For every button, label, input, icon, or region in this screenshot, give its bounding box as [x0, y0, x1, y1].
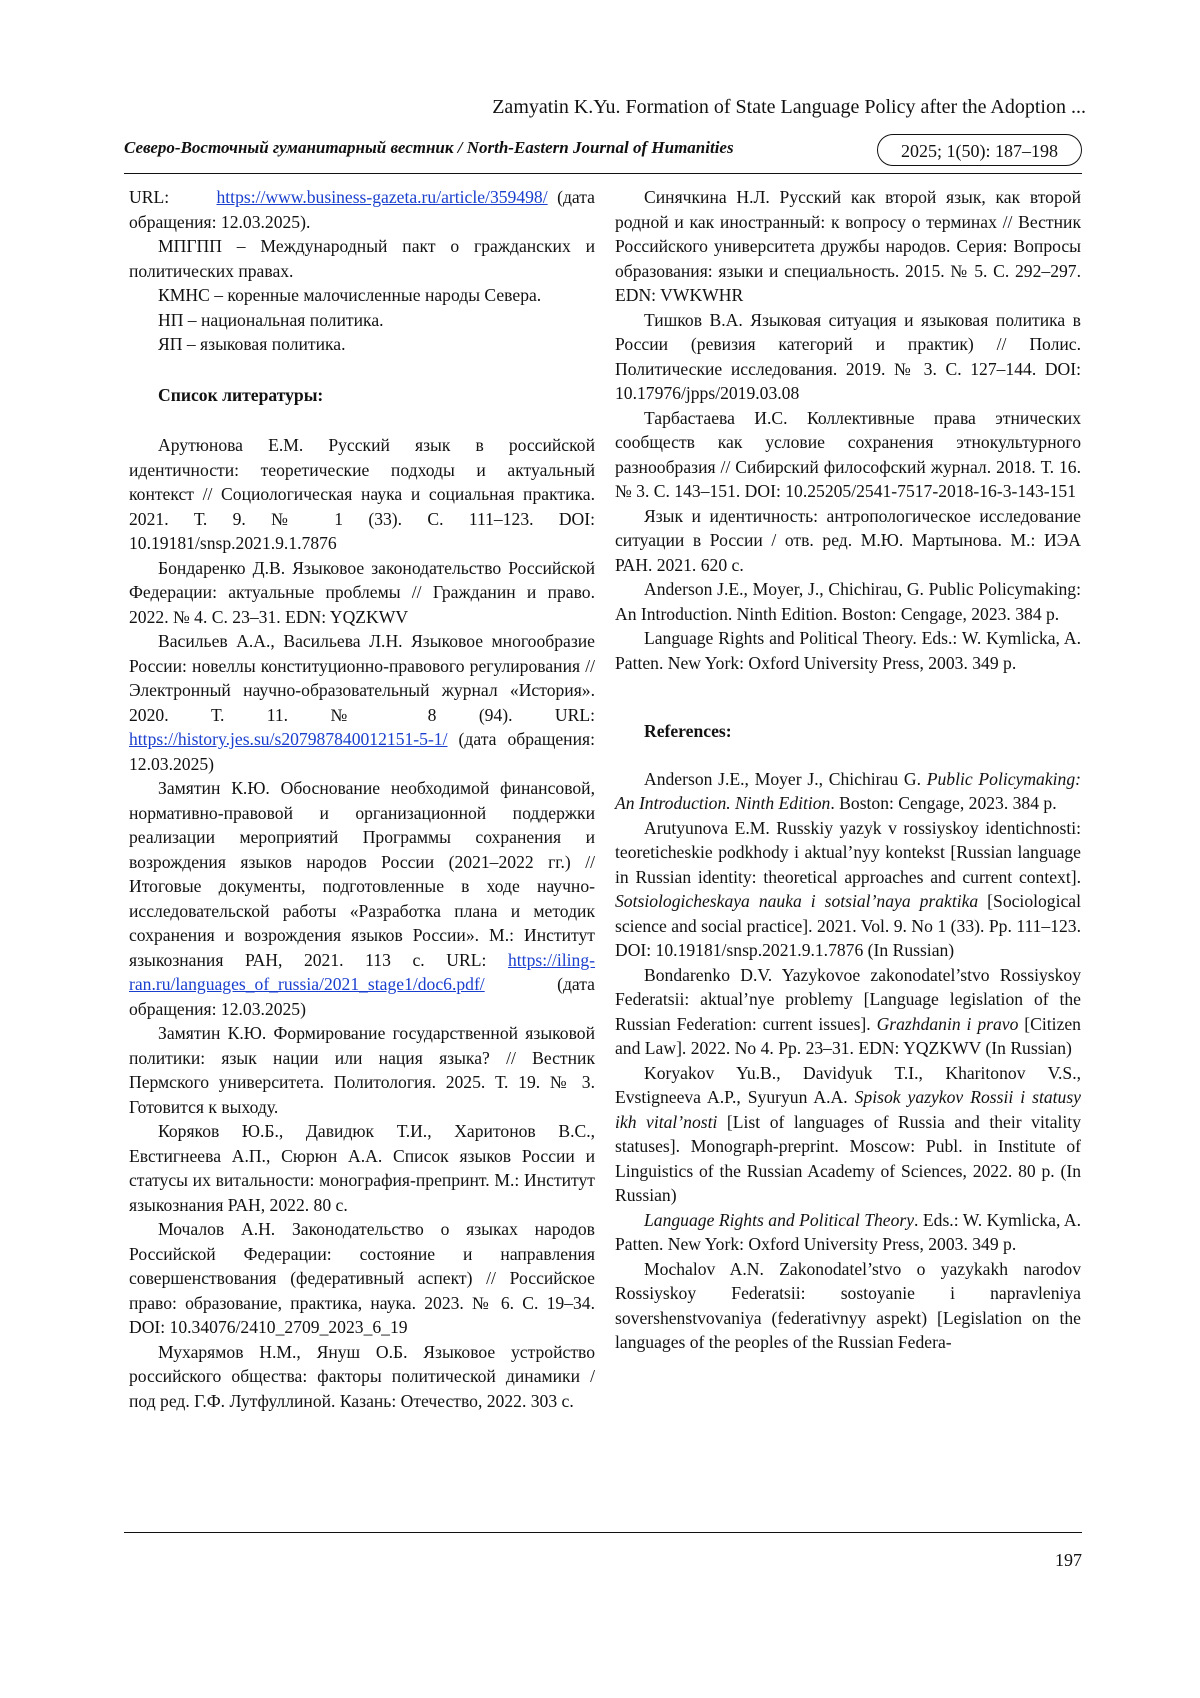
running-title: Zamyatin K.Yu. Formation of State Language Policy after the Adoption ... — [492, 96, 1086, 118]
en-ref-kymlicka-title: Language Rights and Political Theory — [644, 1209, 915, 1230]
en-reference-bondarenko — [615, 963, 1081, 1061]
en-ref-koryakov-authors: Koryakov Yu.B., Davidyuk T.I., Kharitonov V.S., Evstigneeva A.P., Syuryun A.A. — [615, 1062, 1081, 1107]
en-ref-anderson-authors: Anderson J.E., Moyer J., Chichirau G. — [644, 768, 927, 789]
en-ref-arutyunova-authors: Arutyunova E.M. Russkiy yazyk v rossiyskoy identichnosti: teoreticheskie podkhody i aktual’nyy kontekst [Russian language in Russian identity: theoretical approaches and current context]. — [615, 817, 1081, 887]
reference-yazyk-identichnost: Язык и идентичность: антропологическое исследование ситуации в России / отв. ред. М.Ю. Мартынова. М.: ИЭА РАН. 2021. 620 с. — [615, 505, 1081, 575]
reference-zamyatin-1 — [129, 776, 595, 1021]
footer-rule — [124, 1532, 1082, 1533]
en-ref-bondarenko-authors: Bondarenko D.V. Yazykovoe zakonodatel’stvo Rossiyskoy Federatsii: aktual’nye problemy [Language legislation of the Russian Federation: current issues]. — [615, 964, 1081, 1034]
en-reference-arutyunova — [615, 816, 1081, 963]
reference-bondarenko: Бондаренко Д.В. Языковое законодательство Российской Федерации: актуальные проблемы // Гражданин и право. 2022. № 4. С. 23–31. EDN: YQZKWV — [129, 557, 595, 627]
history-jes-link[interactable]: https://history.jes.su/s207987840012151-5-1/ — [129, 729, 448, 749]
reference-koryakov: Коряков Ю.Б., Давидюк Т.И., Харитонов В.С., Евстигнеева А.П., Сюрюн А.А. Список языков России и статусы их витальности: монография-препринт. М.: Институт языкознания РАН, 2022. 80 с. — [129, 1121, 595, 1215]
url-lead: URL: — [129, 187, 170, 207]
url-paragraph — [129, 185, 595, 234]
spacer — [129, 357, 595, 383]
header-rule — [124, 173, 1082, 174]
iling-ran-link[interactable]: https://iling-ran.ru/languages_of_russia/2021_stage1/doc6.pdf/ — [129, 949, 595, 994]
reference-vasilyev-date: (дата обращения: 12.03.2025) — [129, 729, 595, 774]
reference-tarbastaeva: Тарбастаева И.С. Коллективные права этнических сообществ как условие сохранения этнокультурного разнообразия // Сибирский философский журнал. 2018. Т. 16. № 3. С. 143–151. DOI: 10.25205/2541-7517-2018-16-3-143-151 — [615, 407, 1081, 501]
en-ref-arutyunova-pub: [Sociological science and social practice]. 2021. Vol. 9. No 1 (33). Pp. 111–123. DOI: 10.19181/snsp.2021.9.1.7876 (In Russian) — [615, 891, 1081, 960]
en-reference-kymlicka — [615, 1208, 1081, 1257]
reference-vasilyev — [129, 629, 595, 776]
literature-heading: Список литературы: — [158, 384, 324, 405]
reference-vasilyev-text: Васильев А.А., Васильева Л.Н. Языковое многообразие России: новеллы конституционно-правового регулирования // Электронный научно-образовательный журнал «История». 2020. Т. 11. № 8 (94). URL: — [129, 631, 595, 725]
issue-badge: 2025; 1(50): 187–198 — [877, 134, 1082, 166]
journal-title: Северо-Восточный гуманитарный вестник / North-Eastern Journal of Humanities — [124, 138, 734, 157]
reference-mochalov: Мочалов А.Н. Законодательство о языках народов Российской Федерации: состояние и направления совершенствования (федеративный аспект) // Российское право: образование, практика, наука. 2023. № 6. С. 19–34. DOI: 10.34076/2410_2709_2023_6_19 — [129, 1219, 595, 1337]
page-number: 197 — [1055, 1550, 1082, 1570]
references-heading: References: — [644, 721, 732, 741]
reference-zamyatin-2: Замятин К.Ю. Формирование государственной языковой политики: язык нации или нация языка? // Вестник Пермского университета. Политология. 2025. Т. 19. № 3. Готовится к выходу. — [129, 1023, 595, 1117]
en-ref-bondarenko-pub: [Citizen and Law]. 2022. No 4. Pp. 23–31. EDN: YQZKWV (In Russian) — [615, 1013, 1081, 1058]
left-column — [129, 185, 595, 1413]
reference-zamyatin-1-text: Замятин К.Ю. Обоснование необходимой финансовой, нормативно-правовой и организационной поддержки реализации мероприятий Программы сохранения и возрождения языков народов России (2021–2022 гг.) // Итоговые документы, подготовленные в ходе научно-исследовательской работы «Разработка плана и методик сохранения и возрождения языков России». М.: Институт языкознания РАН, 2021. 113 с. URL: — [129, 778, 595, 970]
en-ref-koryakov-pub: [List of languages of Russia and their vitality statuses]. Monograph-preprint. Moscow: Publ. in Institute of Linguistics of the Russian Academy of Sciences, 2022. 80 p. (In Russian) — [615, 1111, 1081, 1205]
en-ref-koryakov-title: Spisok yazykov Rossii i statusy ikh vital’nosti — [615, 1087, 1081, 1132]
abbreviation-iccpr: МПГПП – Международный пакт о гражданских и политических правах. — [129, 236, 595, 281]
url-access-date: (дата обращения: 12.03.2025). — [129, 187, 595, 232]
reference-zamyatin-1-date: (дата обращения: 12.03.2025) — [129, 974, 595, 1019]
abbreviation-yap: ЯП – языковая политика. — [158, 334, 346, 354]
en-reference-mochalov: Mochalov A.N. Zakonodatel’stvo o yazykakh narodov Rossiyskoy Federatsii: sostoyanie i napravleniya sovershenstvovaniya (federativnyy aspekt) [Legislation on the languages of the peoples of the Russian Federa- — [615, 1258, 1081, 1352]
reference-tishkov: Тишков В.А. Языковая ситуация и языковая политика в России (ревизия категорий и практик) // Полис. Политические исследования. 2019. № 3. С. 127–144. DOI: 10.17976/jpps/2019.03.08 — [615, 309, 1081, 403]
right-column — [615, 185, 1081, 1355]
reference-arutyunova: Арутюнова Е.М. Русский язык в российской идентичности: теоретические подходы и актуальный контекст // Социологическая наука и социальная практика. 2021. Т. 9. № 1 (33). С. 111–123. DOI: 10.19181/snsp.2021.9.1.7876 — [129, 435, 595, 553]
reference-anderson: Anderson J.E., Moyer, J., Chichirau, G. Public Policymaking: An Introduction. Ninth Edition. Boston: Cengage, 2023. 384 p. — [615, 579, 1081, 624]
spacer — [615, 675, 1081, 719]
en-ref-kymlicka-pub: . Eds.: W. Kymlicka, A. Patten. New York: Oxford University Press, 2003. 349 p. — [615, 1209, 1081, 1254]
spacer — [615, 744, 1081, 767]
abbreviation-kmns: КМНС – коренные малочисленные народы Севера. — [158, 285, 542, 305]
reference-kymlicka: Language Rights and Political Theory. Eds.: W. Kymlicka, A. Patten. New York: Oxford University Press, 2003. 349 p. — [615, 628, 1081, 673]
en-ref-arutyunova-journal: Sotsiologicheskaya nauka i sotsial’naya praktika — [615, 891, 979, 911]
en-ref-bondarenko-journal: Grazhdanin i pravo — [876, 1013, 1019, 1034]
spacer — [129, 407, 595, 433]
en-reference-anderson — [615, 767, 1081, 816]
en-ref-anderson-title: Public Policymaking: An Introduction. Ninth Edition — [615, 768, 1081, 813]
reference-mukharyamov: Мухарямов Н.М., Януш О.Б. Языковое устройство российского общества: факторы политической динамики / под ред. Г.Ф. Лутфуллиной. Казань: Отечество, 2022. 303 с. — [129, 1341, 595, 1411]
reference-sinyachkina: Синячкина Н.Л. Русский как второй язык, как второй родной и как иностранный: к вопросу о терминах // Вестник Российского университета дружбы народов. Серия: Вопросы образования: языки и специальность. 2015. № 5. С. 292–297. EDN: VWKWHR — [615, 187, 1081, 305]
en-ref-anderson-pub: . Boston: Cengage, 2023. 384 p. — [830, 793, 1057, 813]
en-reference-koryakov — [615, 1061, 1081, 1208]
business-gazeta-link[interactable]: https://www.business-gazeta.ru/article/359498/ — [216, 187, 548, 207]
abbreviation-np: НП – национальная политика. — [158, 309, 384, 330]
